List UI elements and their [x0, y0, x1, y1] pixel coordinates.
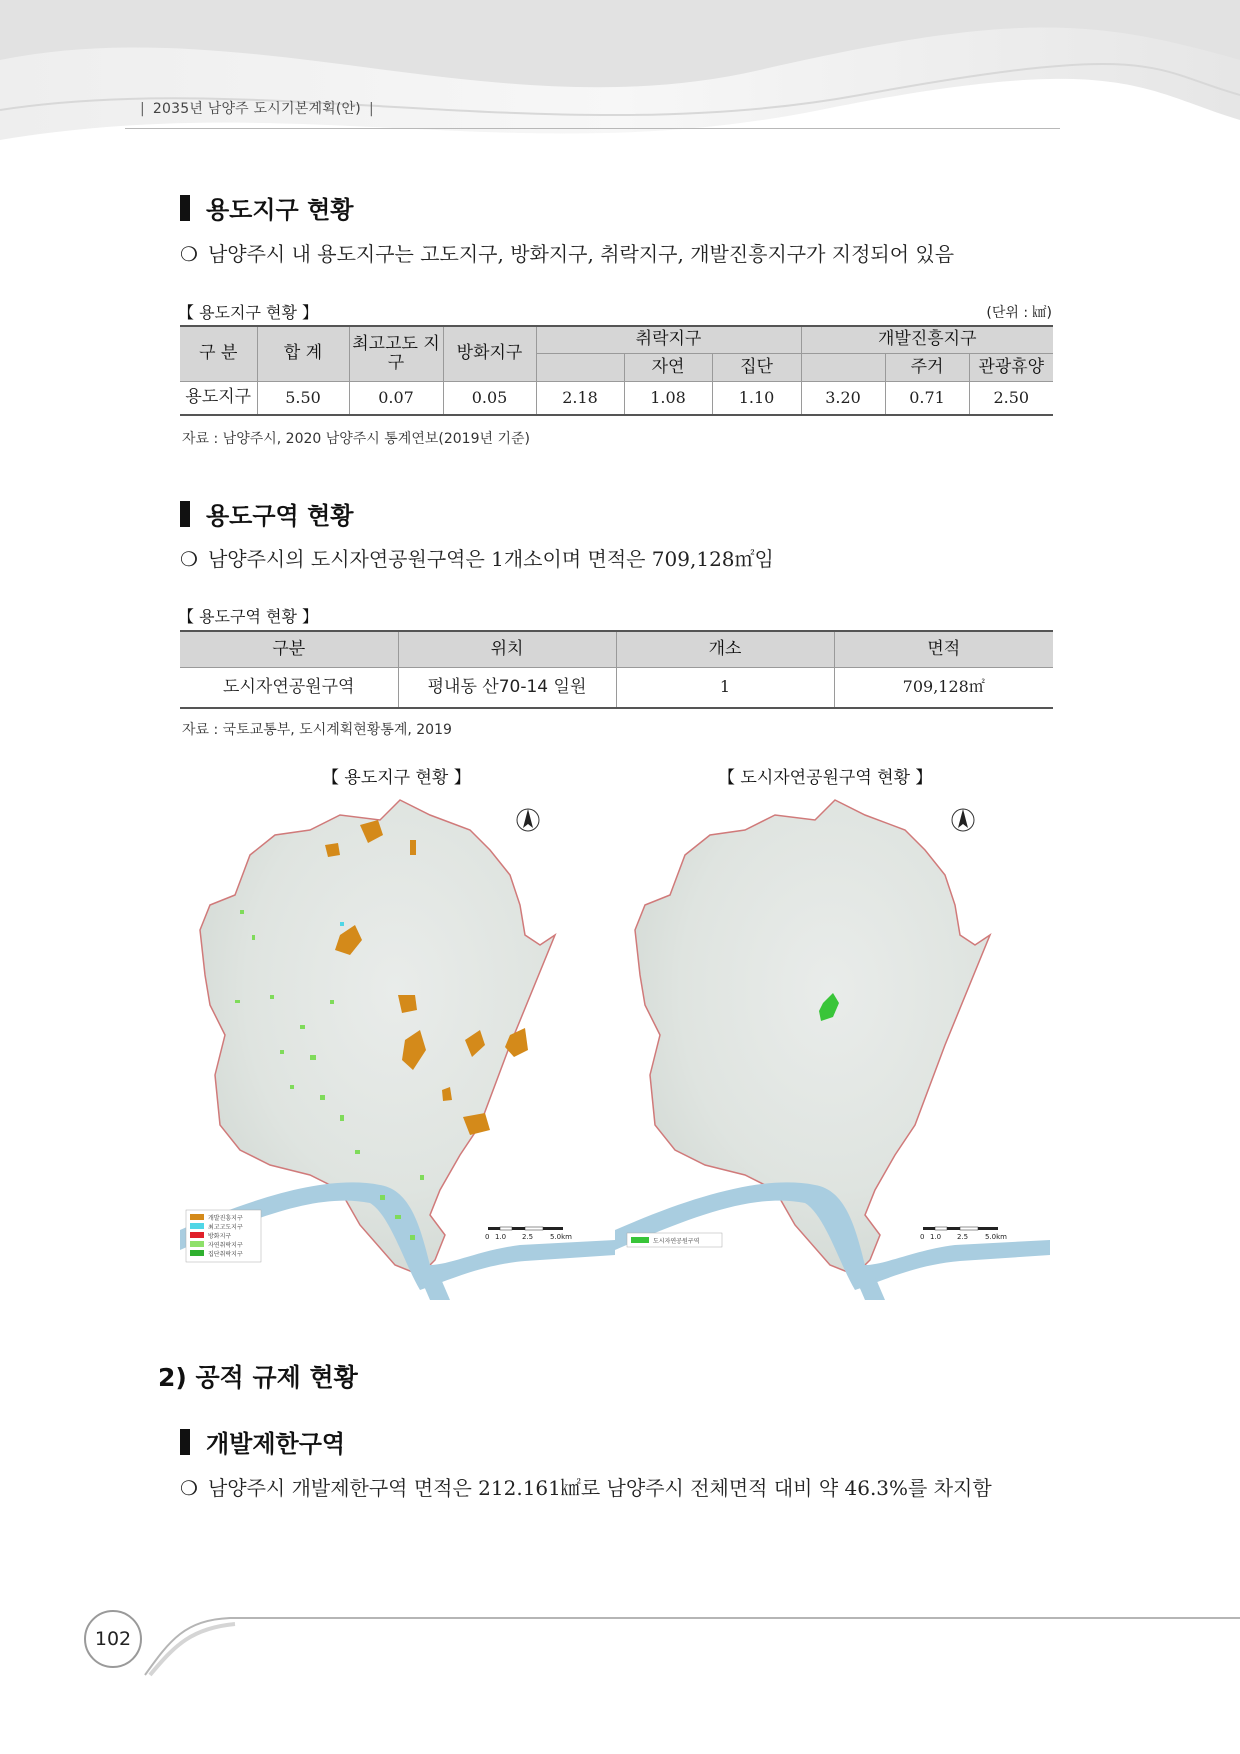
cell-area: 709,128㎡: [834, 667, 1053, 708]
header-dev-district: 개발진흥지구: [801, 326, 1053, 353]
scale-label-0: 0: [485, 1233, 490, 1241]
zones-table: [180, 630, 1053, 709]
scale-label-2: 2.5: [957, 1233, 969, 1241]
table-row: [180, 667, 1053, 708]
header-gubun: 구 분: [180, 326, 257, 381]
table-unit: (단위 : ㎢): [986, 305, 1052, 321]
subsection-heading: 2) 공적 규제 현황: [158, 1363, 358, 1392]
section-marker-icon: [180, 501, 190, 527]
scale-label-3: 5.0km: [550, 1233, 573, 1241]
section-title-greenbelt: 개발제한구역: [180, 1424, 345, 1459]
scale-label-2: 2.5: [522, 1233, 534, 1241]
scale-label-3: 5.0km: [985, 1233, 1008, 1241]
legend-park-zone: 도시자연공원구역: [653, 1238, 700, 1245]
header-height-district: 최고고도 지구: [349, 326, 443, 381]
map-legend: [627, 1233, 722, 1247]
header-village-district: 취락지구: [536, 326, 801, 353]
north-arrow-icon: [952, 809, 974, 831]
scale-bar: [923, 1227, 998, 1230]
header-location: 위치: [398, 631, 616, 667]
bullet-zones: ❍ 남양주시의 도시자연공원구역은 1개소이며 면적은 709,128㎡임: [180, 547, 774, 571]
header-total: 합 계: [257, 326, 349, 381]
header-count: 개소: [616, 631, 834, 667]
legend-village-nature: 자연취락지구: [208, 1242, 243, 1249]
map-districts: [180, 795, 615, 1300]
map-legend: [186, 1210, 261, 1262]
scale-labels: [920, 1233, 1007, 1241]
header-village-subtotal: [536, 353, 624, 381]
cell-count: 1: [616, 667, 834, 708]
header-village-nature: 자연: [624, 353, 712, 381]
header-dev-residential: 주거: [885, 353, 969, 381]
section-marker-icon: [180, 195, 190, 221]
map-caption-districts: 【 용도지구 현황 】: [322, 768, 471, 788]
scale-label-1: 1.0: [930, 1233, 942, 1241]
running-header: | 2035년 남양주 도시기본계획(안) |: [140, 101, 374, 117]
header-gubun: 구분: [180, 631, 398, 667]
table-caption-districts: 【 용도지구 현황 】: [178, 303, 318, 322]
cell-fire: 0.05: [443, 381, 536, 415]
cell-village-nature: 1.08: [624, 381, 712, 415]
cell-dev-residential: 0.71: [885, 381, 969, 415]
legend-village-group: 집단취락지구: [208, 1251, 243, 1258]
cell-village: 2.18: [536, 381, 624, 415]
north-arrow-icon: [517, 809, 539, 831]
legend-height: 최고고도지구: [208, 1224, 243, 1231]
header-fire-district: 방화지구: [443, 326, 536, 381]
cell-dev-tourism: 2.50: [969, 381, 1053, 415]
scale-label-0: 0: [920, 1233, 925, 1241]
header-area: 면적: [834, 631, 1053, 667]
circle-bullet-icon: ❍: [180, 242, 198, 266]
footer-rule-decoration: [130, 1600, 1240, 1680]
bullet-districts: ❍ 남양주시 내 용도지구는 고도지구, 방화지구, 취락지구, 개발진흥지구가 지정되어 있음: [180, 242, 955, 266]
header-dev-tourism: 관광휴양: [969, 353, 1053, 381]
row-label: 용도지구: [180, 381, 257, 415]
scale-label-1: 1.0: [495, 1233, 507, 1241]
cell-height: 0.07: [349, 381, 443, 415]
cell-total: 5.50: [257, 381, 349, 415]
bullet-greenbelt: ❍ 남양주시 개발제한구역 면적은 212.161㎢로 남양주시 전체면적 대비 약 46.3%를 차지함: [180, 1476, 992, 1500]
cell-location: 평내동 산70-14 일원: [398, 667, 616, 708]
header-dev-subtotal: [801, 353, 885, 381]
section-title-districts: 용도지구 현황: [180, 190, 353, 225]
scale-bar: [488, 1227, 563, 1230]
map-park-zone: [615, 795, 1050, 1300]
legend-dev: 개발진흥지구: [208, 1215, 243, 1222]
cell-dev: 3.20: [801, 381, 885, 415]
header-village-group: 집단: [712, 353, 801, 381]
source-note-districts: 자료 : 남양주시, 2020 남양주시 통계연보(2019년 기준): [182, 431, 530, 447]
districts-table: [180, 325, 1053, 416]
header-rule: [125, 128, 1060, 129]
cell-village-group: 1.10: [712, 381, 801, 415]
table-caption-zones: 【 용도구역 현황 】: [178, 607, 318, 626]
map-caption-park-zone: 【 도시자연공원구역 현황 】: [718, 768, 933, 788]
source-note-zones: 자료 : 국토교통부, 도시계획현황통계, 2019: [182, 722, 452, 738]
legend-fire: 방화지구: [208, 1233, 232, 1240]
table-row: [180, 381, 1053, 415]
section-marker-icon: [180, 1429, 190, 1455]
circle-bullet-icon: ❍: [180, 547, 198, 571]
circle-bullet-icon: ❍: [180, 1476, 198, 1500]
section-title-zones: 용도구역 현황: [180, 496, 353, 531]
page-number: 102: [84, 1610, 142, 1668]
height-district-patch: [340, 922, 344, 926]
scale-labels: [485, 1233, 572, 1241]
cell-zone-name: 도시자연공원구역: [180, 667, 398, 708]
